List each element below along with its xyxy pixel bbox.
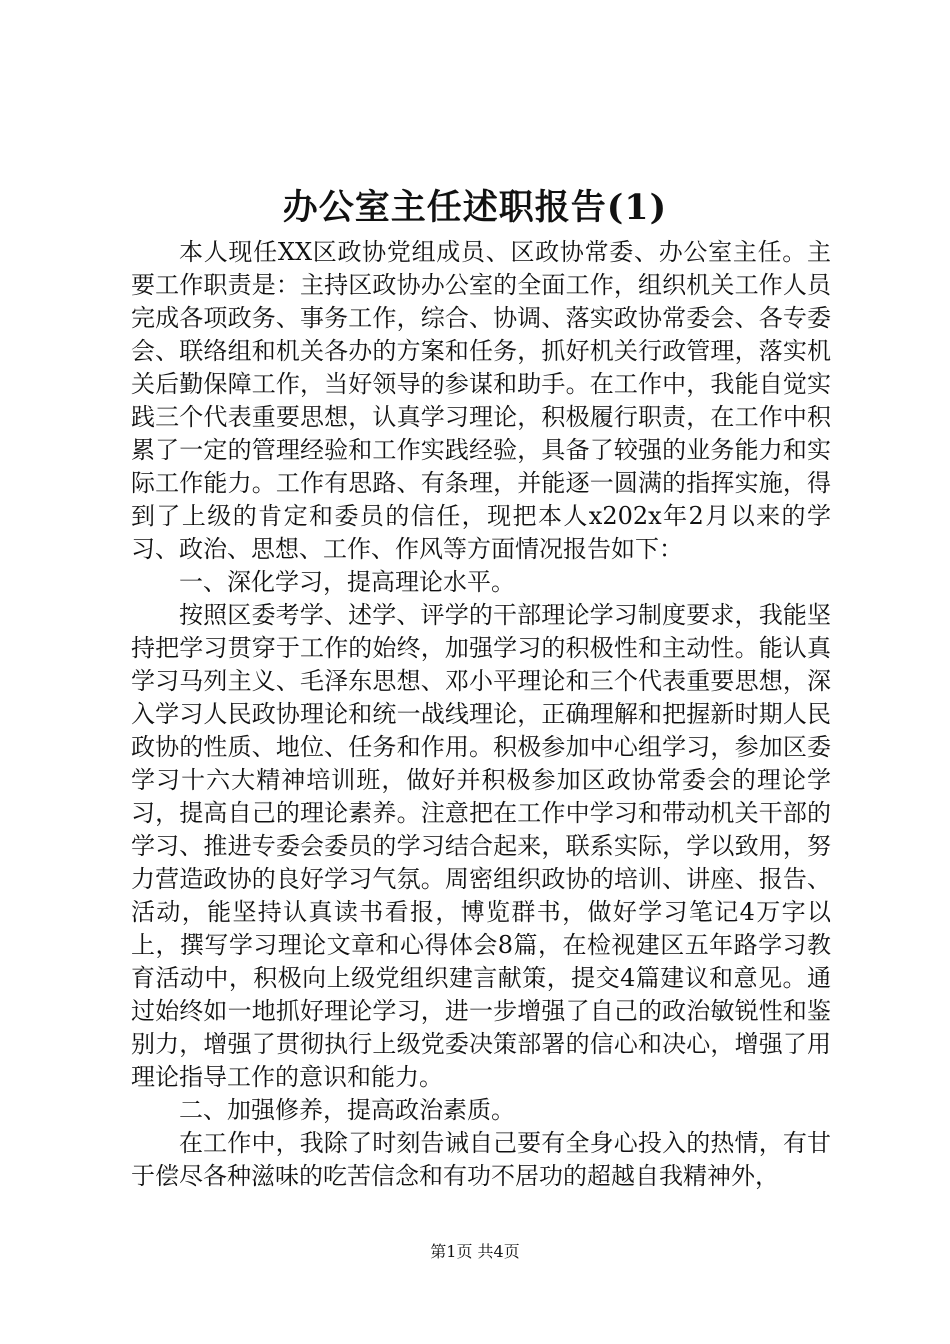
paragraph-intro: 本人现任XX区政协党组成员、区政协常委、办公室主任。主要工作职责是：主持区政协办公室的全面工作，组织机关工作人员完成各项政务、事务工作，综合、协调、落实政协常委会、各专委会、联络组和机关各办的方案和任务，抓好机关行政管理，落实机关后勤保障工作，当好领导的参谋和助手。在工作中，我能自觉实践三个代表重要思想，认真学习理论，积极履行职责，在工作中积累了一定的管理经验和工作实践经验，具备了较强的业务能力和实际工作能力。工作有思路、有条理，并能逐一圆满的指挥实施，得到了上级的肯定和委员的信任，现把本人x202x年2月以来的学习、政治、思想、工作、作风等方面情况报告如下：	[131, 238, 831, 563]
document-title: 办公室主任述职报告(1)	[282, 187, 668, 228]
paragraph-study: 按照区委考学、述学、评学的干部理论学习制度要求，我能坚持把学习贯穿于工作的始终，加强学习的积极性和主动性。能认真学习马列主义、毛泽东思想、邓小平理论和三个代表重要思想，深入学习人民政协理论和统一战线理论，正确理解和把握新时期人民政协的性质、地位、任务和作用。积极参加中心组学习，参加区委学习十六大精神培训班，做好并积极参加区政协常委会的理论学习，提高自己的理论素养。注意把在工作中学习和带动机关干部的学习、推进专委会委员的学习结合起来，联系实际，学以致用，努力营造政协的良好学习气氛。周密组织政协的培训、讲座、报告、活动，能坚持认真读书看报，博览群书，做好学习笔记4万字以上，撰写学习理论文章和心得体会8篇，在检视建区五年路学习教育活动中，积极向上级党组织建言献策，提交4篇建议和意见。通过始终如一地抓好理论学习，进一步增强了自己的政治敏锐性和鉴别力，增强了贯彻执行上级党委决策部署的信心和决心，增强了用理论指导工作的意识和能力。	[131, 601, 831, 1091]
page-footer: 第1页 共4页	[430, 1242, 520, 1261]
section-heading-2: 二、加强修养，提高政治素质。	[179, 1096, 515, 1124]
paragraph-politics: 在工作中，我除了时刻告诫自己要有全身心投入的热情，有甘于偿尽各种滋味的吃苦信念和有功不居功的超越自我精神外，	[131, 1129, 831, 1190]
section-heading-1: 一、深化学习，提高理论水平。	[179, 568, 515, 596]
document-body	[131, 236, 831, 1193]
